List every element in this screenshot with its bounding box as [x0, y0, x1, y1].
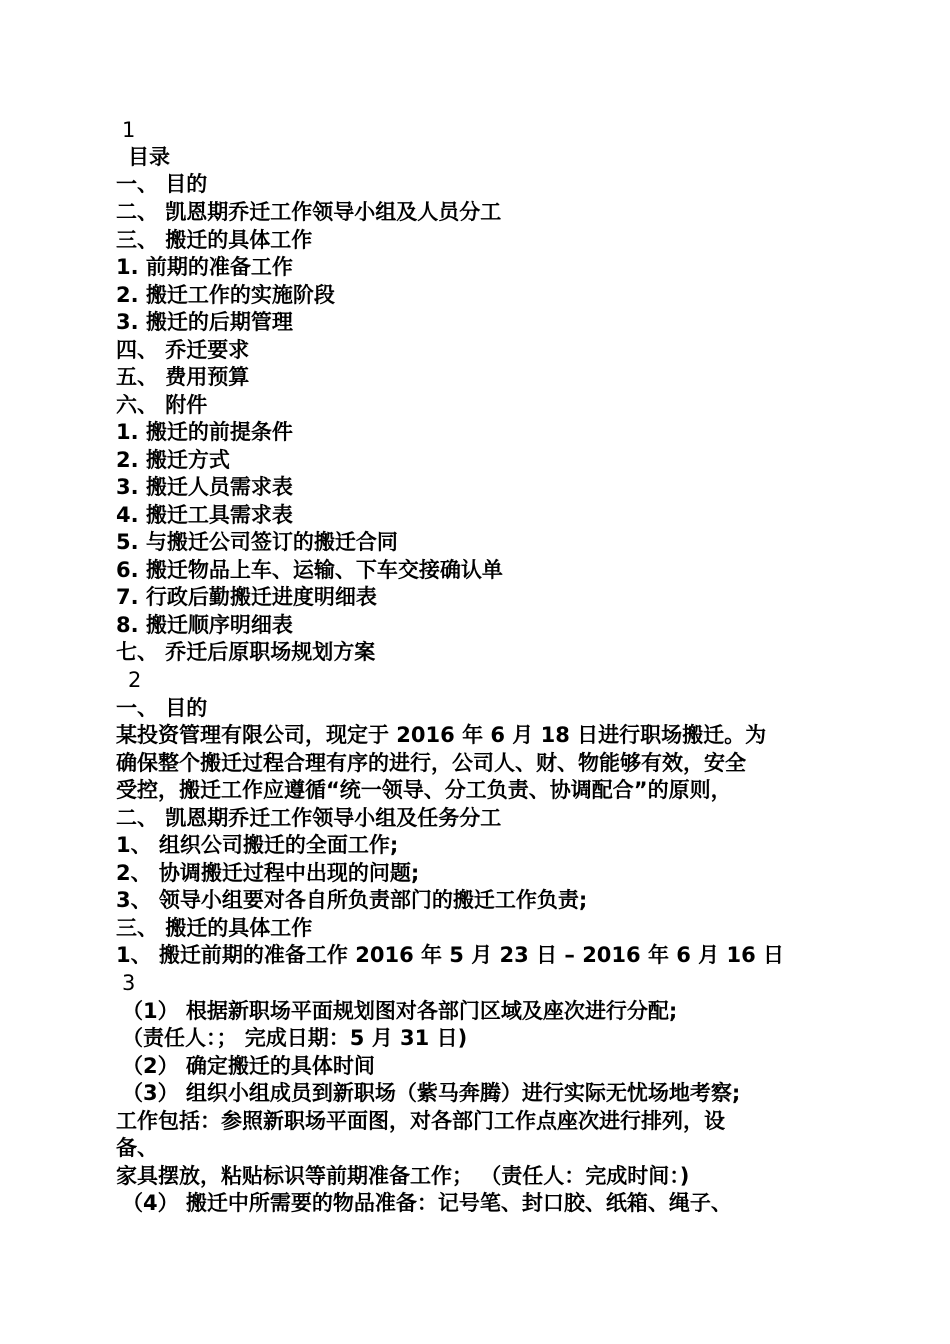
- section-heading: 一、 目的: [116, 696, 208, 720]
- toc-item: 2. 搬迁工作的实施阶段: [116, 283, 335, 307]
- toc-item: 七、 乔迁后原职场规划方案: [116, 640, 376, 664]
- list-item: （4） 搬迁中所需要的物品准备：记号笔、封口胶、纸箱、绳子、: [122, 1191, 732, 1215]
- list-item: （1） 根据新职场平面规划图对各部门区域及座次进行分配;: [122, 999, 678, 1023]
- toc-item: 7. 行政后勤搬迁进度明细表: [116, 585, 377, 609]
- paragraph-line: 受控，搬迁工作应遵循“统一领导、分工负责、协调配合”的原则，: [116, 778, 732, 802]
- page-number-3: 3: [122, 971, 136, 995]
- page-number-1: 1: [122, 118, 136, 142]
- list-item: 1、 搬迁前期的准备工作 2016 年 5 月 23 日 – 2016 年 6 月 16 日: [116, 943, 785, 967]
- paragraph-line: 工作包括：参照新职场平面图，对各部门工作点座次进行排列，设: [116, 1109, 725, 1133]
- paragraph-line: 家具摆放，粘贴标识等前期准备工作； （责任人：完成时间：): [116, 1164, 690, 1188]
- toc-item: 2. 搬迁方式: [116, 448, 230, 472]
- paragraph-line: 某投资管理有限公司，现定于 2016 年 6 月 18 日进行职场搬迁。为: [116, 723, 767, 747]
- list-item: 2、 协调搬迁过程中出现的问题;: [116, 861, 420, 885]
- toc-item: 四、 乔迁要求: [116, 338, 250, 362]
- toc-item: 3. 搬迁的后期管理: [116, 310, 293, 334]
- toc-item: 4. 搬迁工具需求表: [116, 503, 293, 527]
- toc-title: 目录: [128, 145, 170, 169]
- toc-item: 6. 搬迁物品上车、运输、下车交接确认单: [116, 558, 503, 582]
- toc-item: 二、 凯恩期乔迁工作领导小组及人员分工: [116, 200, 502, 224]
- toc-item: 五、 费用预算: [116, 365, 250, 389]
- toc-item: 1. 前期的准备工作: [116, 255, 293, 279]
- toc-item: 六、 附件: [116, 393, 208, 417]
- list-item: 1、 组织公司搬迁的全面工作;: [116, 833, 399, 857]
- section-heading: 二、 凯恩期乔迁工作领导小组及任务分工: [116, 806, 502, 830]
- section-heading: 三、 搬迁的具体工作: [116, 916, 313, 940]
- paragraph-line: 确保整个搬迁过程合理有序的进行，公司人、财、物能够有效，安全: [116, 751, 746, 775]
- toc-item: 三、 搬迁的具体工作: [116, 228, 313, 252]
- toc-item: 3. 搬迁人员需求表: [116, 475, 293, 499]
- toc-item: 1. 搬迁的前提条件: [116, 420, 293, 444]
- list-item: （3） 组织小组成员到新职场（紫马奔腾）进行实际无忧场地考察;: [122, 1081, 741, 1105]
- paragraph-line: 备、: [116, 1136, 158, 1160]
- paragraph-line: （责任人：； 完成日期：5 月 31 日): [122, 1026, 468, 1050]
- toc-item: 5. 与搬迁公司签订的搬迁合同: [116, 530, 398, 554]
- list-item: 3、 领导小组要对各自所负责部门的搬迁工作负责;: [116, 888, 588, 912]
- toc-item: 一、 目的: [116, 172, 208, 196]
- list-item: （2） 确定搬迁的具体时间: [122, 1054, 375, 1078]
- toc-item: 8. 搬迁顺序明细表: [116, 613, 293, 637]
- page-number-2: 2: [128, 668, 142, 692]
